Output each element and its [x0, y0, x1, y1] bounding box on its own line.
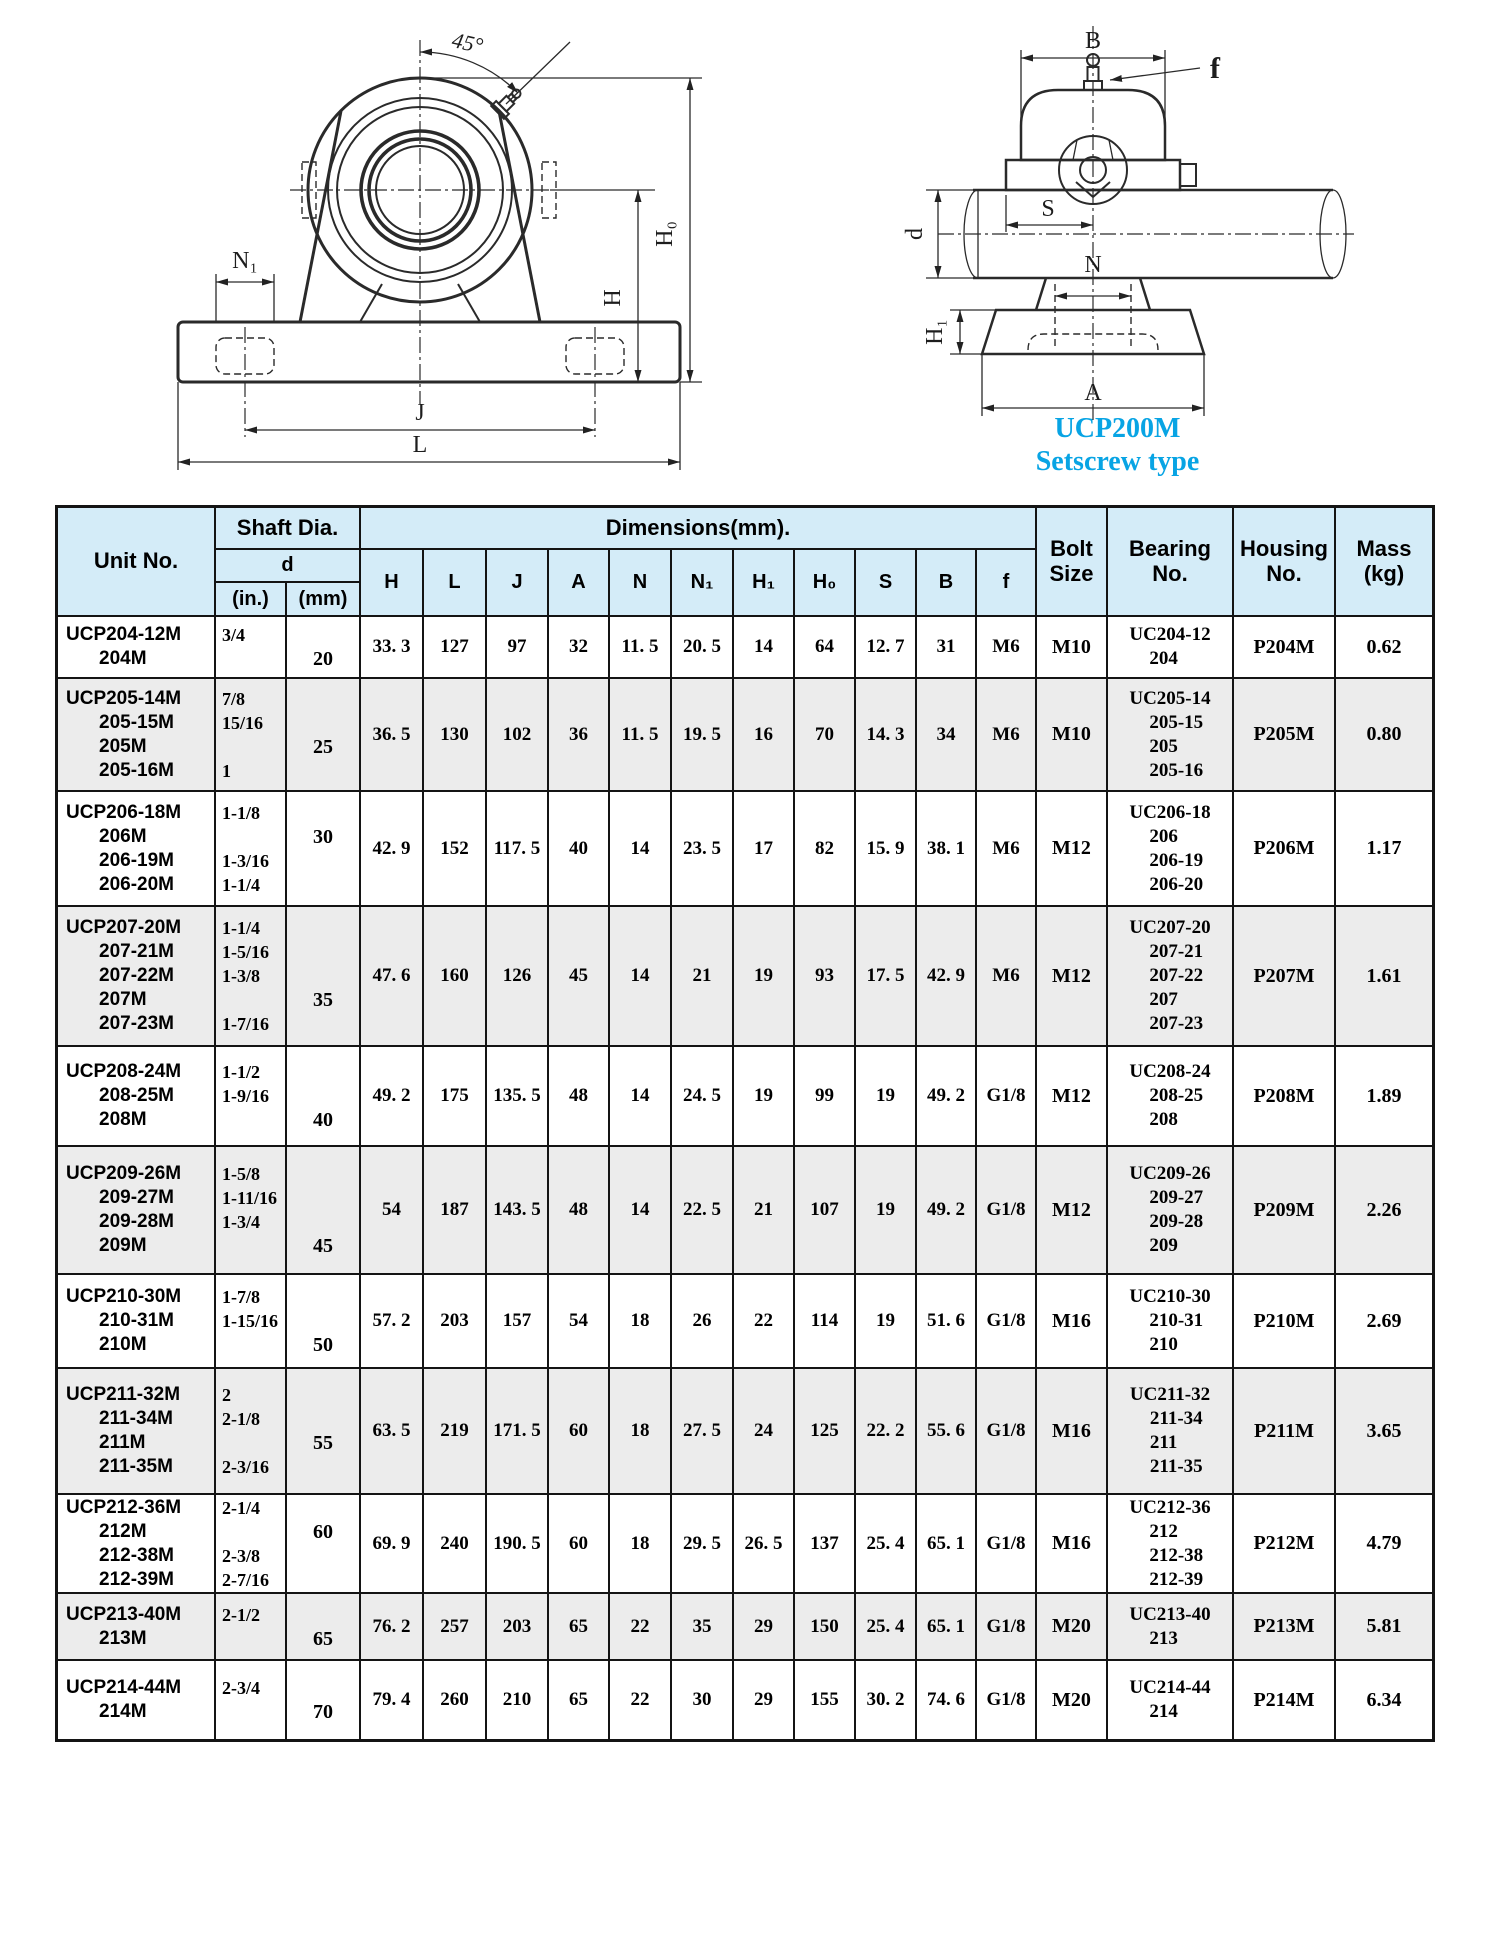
- shaft-in-lines: 2-1/2: [222, 1604, 260, 1625]
- cell-housing-no: P212M: [1234, 1495, 1334, 1592]
- cell-bearing-no: [1108, 679, 1232, 790]
- cell-dim-H0: 137: [795, 1495, 854, 1592]
- cell-unit-no: [58, 792, 214, 905]
- dim-col-header-H0: H₀: [795, 550, 854, 615]
- cell-dim-H0: 150: [795, 1594, 854, 1659]
- cell-dim-H1: 29: [734, 1594, 793, 1659]
- shaft-mm-lines: 60: [313, 1520, 333, 1543]
- bearing-no-lines: UC212-36 212 212-38 212-39: [1129, 1496, 1211, 1590]
- dim-label-h: H: [600, 289, 626, 307]
- shaft-mm-lines: 20: [313, 648, 333, 670]
- dim-col-header-N: N: [610, 550, 670, 615]
- header-bearing-line1: Bearing: [1129, 535, 1211, 561]
- cell-dim-f: G1/8: [977, 1594, 1035, 1659]
- cell-dim-B: 34: [917, 679, 975, 790]
- header-in: (in.): [216, 583, 285, 615]
- header-dimensions: Dimensions(mm).: [361, 508, 1035, 548]
- cell-housing-no: P204M: [1234, 617, 1334, 677]
- header-bearing-no: [1108, 508, 1232, 615]
- cell-mass: 1.17: [1336, 792, 1432, 905]
- cell-unit-no: [58, 1369, 214, 1493]
- unit-no-lines: UCP211-32M 211-34M 211M 211-35M: [66, 1384, 181, 1477]
- cell-housing-no: P211M: [1234, 1369, 1334, 1493]
- cell-dim-B: 55. 6: [917, 1369, 975, 1493]
- cell-unit-no: [58, 679, 214, 790]
- cell-shaft-in: [216, 1147, 285, 1273]
- cell-dim-L: 203: [424, 1275, 485, 1367]
- type-caption-model: UCP200M: [1054, 413, 1181, 444]
- cell-unit-no: [58, 1275, 214, 1367]
- cell-housing-no: P210M: [1234, 1275, 1334, 1367]
- cell-dim-N: 14: [610, 907, 670, 1045]
- shaft-mm-lines: 65: [313, 1627, 333, 1650]
- cell-dim-S: 19: [856, 1047, 915, 1145]
- cell-shaft-mm: [287, 679, 359, 790]
- cell-dim-f: G1/8: [977, 1147, 1035, 1273]
- cell-unit-no: [58, 1147, 214, 1273]
- cell-bolt-size: M16: [1037, 1275, 1106, 1367]
- cell-dim-L: 160: [424, 907, 485, 1045]
- cell-unit-no: [58, 1495, 214, 1592]
- header-mm: (mm): [287, 583, 359, 615]
- cell-bearing-no: [1108, 1275, 1232, 1367]
- cell-dim-A: 60: [549, 1369, 608, 1493]
- cell-dim-L: 187: [424, 1147, 485, 1273]
- header-shaft-dia: Shaft Dia.: [216, 508, 359, 548]
- cell-dim-f: G1/8: [977, 1661, 1035, 1739]
- cell-bolt-size: M12: [1037, 1047, 1106, 1145]
- shaft-in-lines: 1-7/8 1-15/16: [222, 1287, 278, 1331]
- cell-unit-no: [58, 1047, 214, 1145]
- cell-dim-N1: 22. 5: [672, 1147, 732, 1273]
- bearing-no-lines: UC209-26 209-27 209-28 209: [1129, 1163, 1211, 1256]
- cell-dim-H0: 114: [795, 1275, 854, 1367]
- dim-label-45deg: 45°: [449, 27, 486, 59]
- cell-bearing-no: [1108, 792, 1232, 905]
- cell-dim-H: 36. 5: [361, 679, 422, 790]
- cell-bolt-size: M12: [1037, 792, 1106, 905]
- cell-dim-B: 74. 6: [917, 1661, 975, 1739]
- cell-mass: 3.65: [1336, 1369, 1432, 1493]
- cell-dim-L: 219: [424, 1369, 485, 1493]
- cell-dim-H: 76. 2: [361, 1594, 422, 1659]
- cell-dim-J: 157: [487, 1275, 547, 1367]
- cell-shaft-in: [216, 792, 285, 905]
- cell-bearing-no: [1108, 1661, 1232, 1739]
- cell-dim-B: 49. 2: [917, 1147, 975, 1273]
- cell-dim-H: 42. 9: [361, 792, 422, 905]
- cell-shaft-mm: [287, 617, 359, 677]
- cell-bearing-no: [1108, 1369, 1232, 1493]
- header-unit-no: Unit No.: [58, 508, 214, 615]
- cell-unit-no: [58, 1594, 214, 1659]
- cell-dim-N1: 29. 5: [672, 1495, 732, 1592]
- cell-dim-S: 19: [856, 1275, 915, 1367]
- cell-shaft-in: [216, 679, 285, 790]
- cell-dim-H1: 24: [734, 1369, 793, 1493]
- bearing-no-lines: UC214-44 214: [1129, 1677, 1211, 1722]
- cell-dim-H1: 21: [734, 1147, 793, 1273]
- type-caption: [975, 412, 1260, 478]
- cell-dim-H1: 16: [734, 679, 793, 790]
- cell-dim-H1: 22: [734, 1275, 793, 1367]
- cell-dim-L: 152: [424, 792, 485, 905]
- type-caption-desc: Setscrew type: [1035, 446, 1200, 477]
- cell-dim-L: 260: [424, 1661, 485, 1739]
- cell-dim-J: 143. 5: [487, 1147, 547, 1273]
- cell-unit-no: [58, 907, 214, 1045]
- header-mass: [1336, 508, 1432, 615]
- cell-dim-N1: 21: [672, 907, 732, 1045]
- shaft-mm-lines: 40: [313, 1109, 333, 1131]
- cell-dim-L: 130: [424, 679, 485, 790]
- cell-housing-no: P213M: [1234, 1594, 1334, 1659]
- cell-mass: 0.62: [1336, 617, 1432, 677]
- bearing-no-lines: UC210-30 210-31 210: [1129, 1286, 1211, 1355]
- bearing-no-lines: UC204-12 204: [1129, 624, 1211, 669]
- cell-dim-H: 79. 4: [361, 1661, 422, 1739]
- pillow-base-outline: [178, 322, 680, 382]
- cell-bearing-no: [1108, 907, 1232, 1045]
- cell-dim-f: G1/8: [977, 1047, 1035, 1145]
- header-bolt-line2: Size: [1049, 560, 1094, 586]
- shaft-in-lines: 2-3/4: [222, 1678, 260, 1698]
- cell-dim-N1: 23. 5: [672, 792, 732, 905]
- cell-dim-H: 33. 3: [361, 617, 422, 677]
- unit-no-lines: UCP209-26M 209-27M 209-28M 209M: [66, 1163, 182, 1256]
- dim-col-header-f: f: [977, 550, 1035, 615]
- cell-bearing-no: [1108, 1147, 1232, 1273]
- cell-dim-H1: 26. 5: [734, 1495, 793, 1592]
- shaft-mm-lines: 70: [313, 1701, 333, 1723]
- cell-dim-N1: 26: [672, 1275, 732, 1367]
- unit-no-lines: UCP208-24M 208-25M 208M: [66, 1061, 182, 1130]
- cell-dim-B: 49. 2: [917, 1047, 975, 1145]
- dim-label-h1: H₁: [922, 319, 948, 345]
- cell-dim-f: G1/8: [977, 1369, 1035, 1493]
- cell-mass: 1.61: [1336, 907, 1432, 1045]
- cell-shaft-mm: [287, 1495, 359, 1592]
- cell-dim-N: 11. 5: [610, 617, 670, 677]
- cell-dim-J: 171. 5: [487, 1369, 547, 1493]
- cell-bolt-size: M16: [1037, 1495, 1106, 1592]
- cell-mass: 5.81: [1336, 1594, 1432, 1659]
- cell-dim-B: 65. 1: [917, 1495, 975, 1592]
- cell-bolt-size: M20: [1037, 1661, 1106, 1739]
- cell-bearing-no: [1108, 1495, 1232, 1592]
- cell-housing-no: P205M: [1234, 679, 1334, 790]
- dim-label-n1: N₁: [232, 248, 258, 274]
- shaft-mm-lines: 30: [313, 825, 333, 848]
- cell-shaft-mm: [287, 1594, 359, 1659]
- shaft-in-lines: 2 2-1/8 2-3/16: [222, 1385, 269, 1477]
- cell-dim-f: M6: [977, 792, 1035, 905]
- shaft-in-lines: 1-1/2 1-9/16: [222, 1062, 269, 1106]
- cell-shaft-in: [216, 1369, 285, 1493]
- cell-dim-H: 49. 2: [361, 1047, 422, 1145]
- cell-housing-no: P208M: [1234, 1047, 1334, 1145]
- shaft-in-lines: 3/4: [222, 625, 246, 645]
- cell-dim-A: 60: [549, 1495, 608, 1592]
- dim-col-header-J: J: [487, 550, 547, 615]
- cell-mass: 4.79: [1336, 1495, 1432, 1592]
- cell-dim-B: 38. 1: [917, 792, 975, 905]
- cell-dim-J: 210: [487, 1661, 547, 1739]
- cell-shaft-mm: [287, 1047, 359, 1145]
- cell-dim-H1: 29: [734, 1661, 793, 1739]
- shaft-in-lines: 1-5/8 1-11/16 1-3/4: [222, 1164, 278, 1232]
- cell-dim-N1: 35: [672, 1594, 732, 1659]
- cell-dim-J: 190. 5: [487, 1495, 547, 1592]
- shaft-mm-lines: 45: [313, 1235, 333, 1257]
- cell-shaft-in: [216, 617, 285, 677]
- cell-mass: 2.26: [1336, 1147, 1432, 1273]
- shaft-in-lines: 7/8 15/16 1: [222, 688, 264, 781]
- cell-dim-A: 48: [549, 1147, 608, 1273]
- cell-dim-H1: 14: [734, 617, 793, 677]
- cell-unit-no: [58, 617, 214, 677]
- cell-shaft-in: [216, 1661, 285, 1739]
- cell-dim-H0: 155: [795, 1661, 854, 1739]
- cell-dim-A: 65: [549, 1661, 608, 1739]
- cell-dim-L: 127: [424, 617, 485, 677]
- unit-no-lines: UCP214-44M 214M: [66, 1677, 182, 1722]
- unit-no-lines: UCP205-14M 205-15M 205M 205-16M: [66, 687, 182, 781]
- dim-label-f: f: [1210, 52, 1220, 85]
- cell-dim-H: 47. 6: [361, 907, 422, 1045]
- cell-dim-f: M6: [977, 617, 1035, 677]
- cell-dim-A: 48: [549, 1047, 608, 1145]
- cell-dim-S: 25. 4: [856, 1594, 915, 1659]
- dim-label-l: L: [412, 432, 428, 458]
- cell-dim-S: 25. 4: [856, 1495, 915, 1592]
- cell-housing-no: P209M: [1234, 1147, 1334, 1273]
- cell-dim-H0: 82: [795, 792, 854, 905]
- dim-label-b: B: [1084, 28, 1102, 54]
- cell-dim-N: 22: [610, 1661, 670, 1739]
- cell-dim-A: 40: [549, 792, 608, 905]
- cell-dim-J: 126: [487, 907, 547, 1045]
- cell-dim-S: 22. 2: [856, 1369, 915, 1493]
- cell-dim-H1: 19: [734, 1047, 793, 1145]
- cell-dim-A: 54: [549, 1275, 608, 1367]
- bearing-no-lines: UC207-20 207-21 207-22 207 207-23: [1129, 917, 1211, 1034]
- cell-bearing-no: [1108, 617, 1232, 677]
- shaft-mm-lines: 35: [313, 989, 333, 1011]
- cell-dim-H0: 99: [795, 1047, 854, 1145]
- cell-dim-f: G1/8: [977, 1495, 1035, 1592]
- cell-dim-N1: 24. 5: [672, 1047, 732, 1145]
- dim-label-j: J: [415, 400, 425, 426]
- unit-no-lines: UCP207-20M 207-21M 207-22M 207M 207-23M: [66, 917, 182, 1034]
- dim-label-s: S: [1041, 196, 1055, 222]
- cell-dim-f: M6: [977, 679, 1035, 790]
- cell-mass: 2.69: [1336, 1275, 1432, 1367]
- side-view-drawing: [878, 20, 1358, 432]
- cell-dim-H1: 17: [734, 792, 793, 905]
- cell-bearing-no: [1108, 1047, 1232, 1145]
- cell-dim-S: 14. 3: [856, 679, 915, 790]
- cell-dim-B: 31: [917, 617, 975, 677]
- dim-col-header-L: L: [424, 550, 485, 615]
- cell-dim-N: 18: [610, 1495, 670, 1592]
- header-bearing-line2: No.: [1152, 560, 1188, 586]
- dim-label-d: d: [902, 228, 928, 240]
- cell-dim-S: 30. 2: [856, 1661, 915, 1739]
- header-housing-line2: No.: [1266, 560, 1302, 586]
- cell-dim-A: 36: [549, 679, 608, 790]
- cell-dim-f: M6: [977, 907, 1035, 1045]
- front-view-drawing: [150, 22, 715, 484]
- dim-col-header-A: A: [549, 550, 608, 615]
- bearing-no-lines: UC206-18 206 206-19 206-20: [1129, 801, 1211, 895]
- cell-dim-N1: 20. 5: [672, 617, 732, 677]
- cell-shaft-mm: [287, 907, 359, 1045]
- cell-bearing-no: [1108, 1594, 1232, 1659]
- cell-dim-H: 63. 5: [361, 1369, 422, 1493]
- shaft-mm-lines: 50: [313, 1334, 333, 1356]
- cell-dim-J: 117. 5: [487, 792, 547, 905]
- cell-bolt-size: M16: [1037, 1369, 1106, 1493]
- header-bolt-size: [1037, 508, 1106, 615]
- shaft-in-lines: 2-1/4 2-3/8 2-7/16: [222, 1497, 269, 1590]
- header-housing-no: [1234, 508, 1334, 615]
- cell-mass: 1.89: [1336, 1047, 1432, 1145]
- cell-dim-S: 12. 7: [856, 617, 915, 677]
- cell-bolt-size: M10: [1037, 617, 1106, 677]
- cell-dim-B: 42. 9: [917, 907, 975, 1045]
- shaft-mm-lines: 55: [313, 1432, 333, 1454]
- unit-no-lines: UCP206-18M 206M 206-19M 206-20M: [66, 801, 182, 895]
- cell-dim-B: 51. 6: [917, 1275, 975, 1367]
- cell-dim-N: 18: [610, 1369, 670, 1493]
- cell-dim-H: 57. 2: [361, 1275, 422, 1367]
- cell-dim-J: 135. 5: [487, 1047, 547, 1145]
- cell-dim-H0: 64: [795, 617, 854, 677]
- cell-housing-no: P206M: [1234, 792, 1334, 905]
- cell-bolt-size: M10: [1037, 679, 1106, 790]
- dim-col-header-H1: H₁: [734, 550, 793, 615]
- cell-dim-N: 18: [610, 1275, 670, 1367]
- unit-no-lines: UCP212-36M 212M 212-38M 212-39M: [66, 1496, 182, 1590]
- dim-col-header-H: H: [361, 550, 422, 615]
- cell-housing-no: P214M: [1234, 1661, 1334, 1739]
- cell-dim-N: 11. 5: [610, 679, 670, 790]
- cell-dim-S: 15. 9: [856, 792, 915, 905]
- cell-shaft-in: [216, 1594, 285, 1659]
- cell-dim-N: 14: [610, 1047, 670, 1145]
- unit-no-lines: UCP213-40M 213M: [66, 1603, 182, 1649]
- cell-dim-A: 45: [549, 907, 608, 1045]
- cell-shaft-mm: [287, 1369, 359, 1493]
- cell-dim-L: 257: [424, 1594, 485, 1659]
- bearing-no-lines: UC213-40 213: [1129, 1603, 1211, 1649]
- cell-dim-J: 97: [487, 617, 547, 677]
- header-bolt-line1: Bolt: [1050, 535, 1093, 561]
- shaft-in-lines: 1-1/4 1-5/16 1-3/8 1-7/16: [222, 918, 269, 1034]
- cell-mass: 6.34: [1336, 1661, 1432, 1739]
- dim-col-header-S: S: [856, 550, 915, 615]
- cell-shaft-mm: [287, 1147, 359, 1273]
- spec-table: [55, 505, 1435, 1742]
- cell-shaft-in: [216, 1047, 285, 1145]
- shaft-mm-lines: 25: [313, 735, 333, 758]
- header-mass-line2: (kg): [1363, 560, 1405, 586]
- unit-no-lines: UCP210-30M 210-31M 210M: [66, 1286, 182, 1355]
- cell-dim-H0: 125: [795, 1369, 854, 1493]
- cell-shaft-mm: [287, 1275, 359, 1367]
- cell-dim-N: 14: [610, 792, 670, 905]
- cell-bolt-size: M12: [1037, 907, 1106, 1045]
- shaft-in-lines: 1-1/8 1-3/16 1-1/4: [222, 802, 269, 895]
- cell-bolt-size: M20: [1037, 1594, 1106, 1659]
- cell-dim-N1: 30: [672, 1661, 732, 1739]
- cell-dim-H: 69. 9: [361, 1495, 422, 1592]
- bearing-no-lines: UC211-32 211-34 211 211-35: [1129, 1384, 1211, 1477]
- bearing-no-lines: UC205-14 205-15 205 205-16: [1129, 687, 1211, 781]
- cell-dim-L: 175: [424, 1047, 485, 1145]
- spec-table-grid: [55, 505, 1435, 1742]
- cell-shaft-mm: [287, 1661, 359, 1739]
- cell-dim-A: 32: [549, 617, 608, 677]
- cell-dim-N: 22: [610, 1594, 670, 1659]
- cell-dim-f: G1/8: [977, 1275, 1035, 1367]
- dim-col-header-N1: N₁: [672, 550, 732, 615]
- cell-shaft-in: [216, 907, 285, 1045]
- cell-dim-N1: 19. 5: [672, 679, 732, 790]
- cell-housing-no: P207M: [1234, 907, 1334, 1045]
- cell-dim-H: 54: [361, 1147, 422, 1273]
- cell-shaft-in: [216, 1495, 285, 1592]
- cell-dim-H1: 19: [734, 907, 793, 1045]
- unit-no-lines: UCP204-12M 204M: [66, 624, 182, 669]
- dim-col-header-B: B: [917, 550, 975, 615]
- cell-dim-H0: 70: [795, 679, 854, 790]
- cell-bolt-size: M12: [1037, 1147, 1106, 1273]
- cell-shaft-mm: [287, 792, 359, 905]
- cell-unit-no: [58, 1661, 214, 1739]
- header-housing-line1: Housing: [1240, 535, 1328, 561]
- cell-dim-N: 14: [610, 1147, 670, 1273]
- bearing-no-lines: UC208-24 208-25 208: [1129, 1061, 1211, 1130]
- cell-dim-A: 65: [549, 1594, 608, 1659]
- cell-shaft-in: [216, 1275, 285, 1367]
- cell-dim-L: 240: [424, 1495, 485, 1592]
- cell-mass: 0.80: [1336, 679, 1432, 790]
- cell-dim-S: 19: [856, 1147, 915, 1273]
- header-d: d: [216, 550, 359, 581]
- header-mass-line1: Mass: [1356, 535, 1412, 561]
- cell-dim-H0: 93: [795, 907, 854, 1045]
- cell-dim-N1: 27. 5: [672, 1369, 732, 1493]
- cell-dim-J: 102: [487, 679, 547, 790]
- cell-dim-H0: 107: [795, 1147, 854, 1273]
- dim-label-a: A: [1084, 380, 1102, 406]
- cell-dim-B: 65. 1: [917, 1594, 975, 1659]
- cell-dim-S: 17. 5: [856, 907, 915, 1045]
- dim-label-n: N: [1084, 252, 1102, 278]
- cell-dim-J: 203: [487, 1594, 547, 1659]
- dim-label-h0: H₀: [652, 221, 678, 247]
